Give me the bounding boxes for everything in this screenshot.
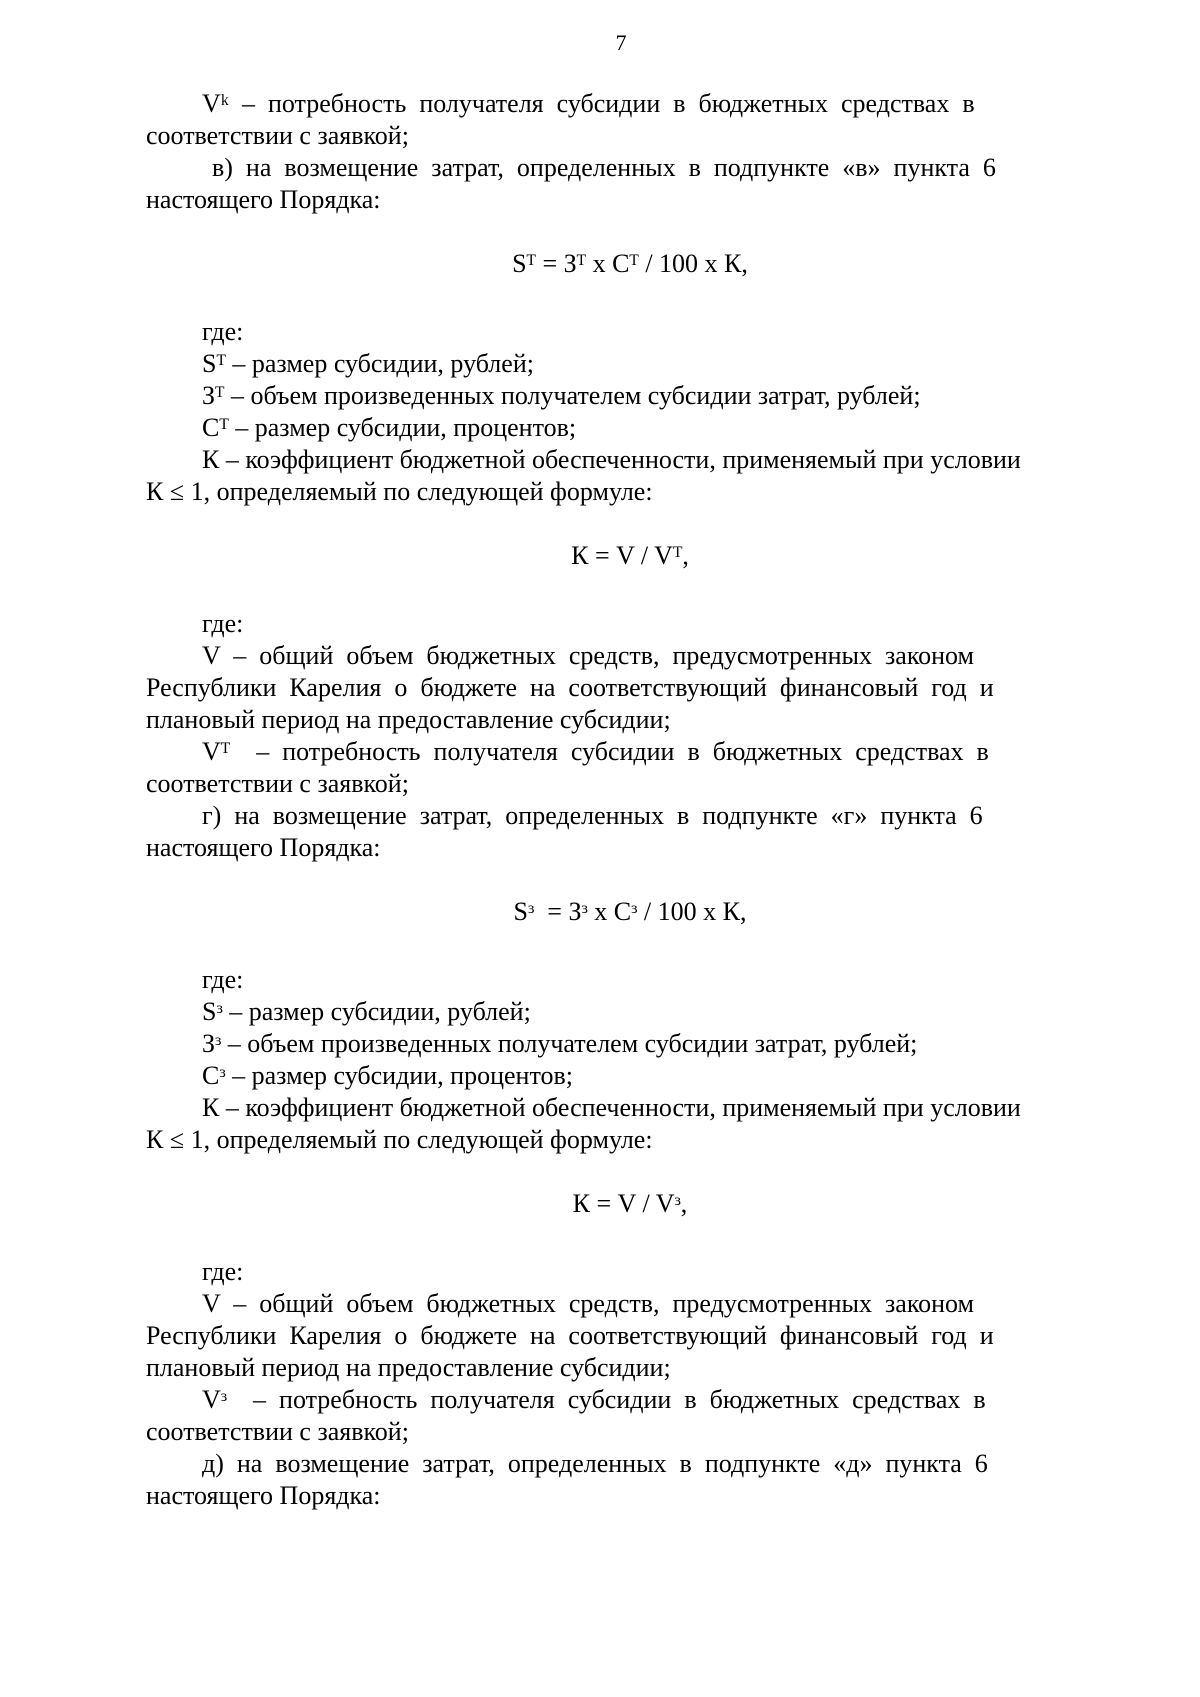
paragraph: Vᵀ – потребность получателя субсидии в бюджетных средствах в xyxy=(202,737,989,766)
definition-line: Sᵀ – размер субсидии, рублей; xyxy=(202,349,534,378)
paragraph: д) на возмещение затрат, определенных в подпункте «д» пункта 6 xyxy=(202,1449,988,1478)
paragraph-continuation: К ≤ 1, определяемый по следующей формуле: xyxy=(146,477,653,506)
paragraph: V – общий объем бюджетных средств, предусмотренных законом xyxy=(202,641,975,670)
document-body xyxy=(146,88,1114,1512)
paragraph: Vᵏ – потребность получателя субсидии в бюджетных средствах в xyxy=(202,89,975,118)
formula: Sᵀ = Зᵀ х Сᵀ / 100 х К, xyxy=(512,249,748,278)
definition-line: Зᵀ – объем произведенных получателем субсидии затрат, рублей; xyxy=(202,381,921,410)
paragraph-continuation: настоящего Порядка: xyxy=(146,185,381,214)
paragraph: К – коэффициент бюджетной обеспеченности, применяемый при условии xyxy=(202,1093,1021,1122)
formula: К = V / Vᶟ, xyxy=(572,1189,688,1218)
definition-line: Сᶟ – размер субсидии, процентов; xyxy=(202,1061,573,1090)
where-label: где: xyxy=(202,965,244,994)
paragraph-continuation: К ≤ 1, определяемый по следующей формуле: xyxy=(146,1125,653,1154)
paragraph-continuation: плановый период на предоставление субсидии; xyxy=(146,705,671,734)
paragraph-continuation: соответствии с заявкой; xyxy=(146,121,409,150)
paragraph-continuation: настоящего Порядка: xyxy=(146,833,381,862)
paragraph: Vᶟ – потребность получателя субсидии в бюджетных средствах в xyxy=(202,1385,986,1414)
paragraph: К – коэффициент бюджетной обеспеченности, применяемый при условии xyxy=(202,445,1021,474)
where-label: где: xyxy=(202,317,244,346)
paragraph: в) на возмещение затрат, определенных в подпункте «в» пункта 6 xyxy=(212,153,996,182)
paragraph-continuation: соответствии с заявкой; xyxy=(146,1417,409,1446)
paragraph: Республики Карелия о бюджете на соответствующий финансовый год и xyxy=(146,673,994,702)
paragraph-continuation: настоящего Порядка: xyxy=(146,1481,381,1510)
where-label: где: xyxy=(202,1257,244,1286)
definition-line: Зᶟ – объем произведенных получателем субсидии затрат, рублей; xyxy=(202,1029,918,1058)
paragraph: Республики Карелия о бюджете на соответствующий финансовый год и xyxy=(146,1321,994,1350)
formula: Sᶟ = Зᶟ х Сᶟ / 100 х К, xyxy=(513,897,747,926)
where-label: где: xyxy=(202,609,244,638)
definition-line: Сᵀ – размер субсидии, процентов; xyxy=(202,413,577,442)
paragraph: г) на возмещение затрат, определенных в подпункте «г» пункта 6 xyxy=(202,801,983,830)
paragraph-continuation: соответствии с заявкой; xyxy=(146,769,409,798)
paragraph-continuation: плановый период на предоставление субсидии; xyxy=(146,1353,671,1382)
definition-line: Sᶟ – размер субсидии, рублей; xyxy=(202,997,531,1026)
formula: К = V / Vᵀ, xyxy=(571,541,689,570)
paragraph: V – общий объем бюджетных средств, предусмотренных законом xyxy=(202,1289,975,1318)
page-number: 7 xyxy=(615,30,627,55)
